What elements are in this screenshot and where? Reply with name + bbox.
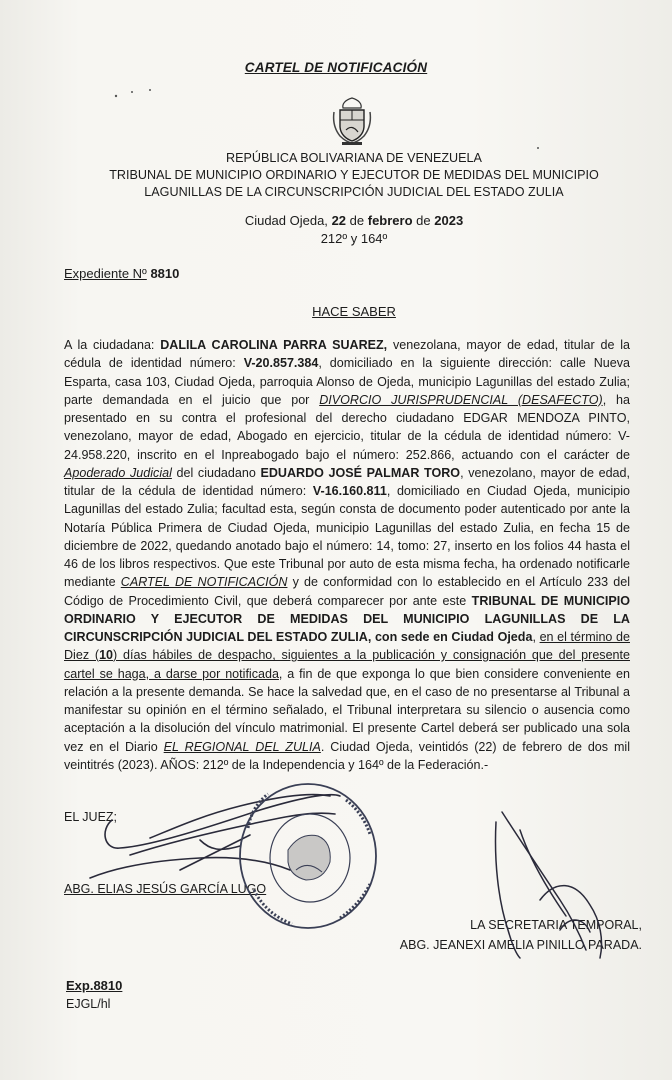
secretary-name: ABG. JEANEXI AMELIA PINILLO PARADA. — [399, 938, 642, 952]
header-line-jurisdiction: LAGUNILLAS DE LA CIRCUNSCRIPCIÓN JUDICIAL DEL ESTADO ZULIA — [144, 185, 564, 199]
body-text-11: . Ciudad Ojeda, veintidós (22) de febrero de dos mil veintitrés (2023). AÑOS: 212º de la Independencia y 164º de la Federación.- — [64, 739, 630, 772]
defendant-id: V-20.857.384 — [243, 356, 319, 371]
secretary-signature — [496, 812, 602, 958]
term-text-1: en el término de Diez ( — [64, 630, 630, 663]
date-place: Ciudad Ojeda, — [244, 213, 328, 228]
years-line: 212º y 164º — [320, 231, 388, 246]
footer-initials: EJGL/hl — [66, 997, 111, 1011]
cartel-reference: CARTEL DE NOTIFICACIÓN — [120, 575, 288, 590]
body-text-7: , domiciliado en Ciudad Ojeda, municipio Lagunillas del estado Zulia; facultad esta, según consta de documento poder autenticado por ante la Notaría Pública Primera de Ciudad Ojeda, municipio Lagunillas del estado Zulia, en fecha 15 de diciembre de 2022, quedando anotado bajo el número: 14, tomo: 27, inserto en los folios 44 hasta el 46 de los libros respectivos. Que este Tribunal por auto de esta misma fecha, ha ordenado notificarle mediante — [64, 484, 630, 590]
body-text-9: , — [532, 630, 540, 644]
footer-expediente: Exp.8810 — [66, 978, 123, 993]
term-number: 10 — [99, 648, 114, 663]
expediente-label: Expediente Nº — [64, 266, 147, 281]
body-text-5: del ciudadano — [171, 465, 261, 480]
date-de-2: de — [416, 213, 431, 228]
term-text-2: ) días hábiles de despacho, siguientes a la publicación y consignación que del presente cartel se haga, a darse por notificada — [64, 648, 630, 681]
body-text-10: , a fin de que exponga lo que bien considere conveniente en relación a la presente demanda. Se hace la salvedad que, en el caso de no presentarse al Tribunal a manifestar su opinión en el término señalado, el Tribunal interpretara su silencio o ausencia como aceptación a la disolución del vínculo matrimonial. El presente Cartel deberá ser publicado una sola vez en el Diario — [64, 666, 630, 754]
judge-label: EL JUEZ; — [64, 810, 118, 824]
date-month: febrero — [367, 213, 413, 228]
expediente-value: 8810 — [150, 266, 180, 281]
defendant-name: DALILA CAROLINA PARRA SUAREZ, — [160, 338, 388, 352]
body-text-3: , domiciliado en la siguiente dirección: calle Nueva Esparta, casa 103, Ciudad Ojeda, parroquia Alonso de Ojeda, municipio Lagunillas del estado Zulia; parte demandada en el juicio que por — [64, 356, 630, 407]
case-type: DIVORCIO JURISPRUDENCIAL (DESAFECTO) — [319, 392, 603, 407]
plaintiff-id: V-16.160.811 — [312, 484, 387, 498]
hace-saber-heading: HACE SABER — [312, 304, 396, 319]
body-text-8: y de conformidad con lo establecido en el Artículo 233 del Código de Procedimiento Civil, que deberá comparecer por ante este — [64, 575, 630, 608]
plaintiff-name: EDUARDO JOSÉ PALMAR TORO — [260, 465, 461, 480]
body-text-4: , ha presentado en su contra el profesional del derecho ciudadano EDGAR MENDOZA PINTO, venezolano, mayor de edad, Abogado en ejercicio, titular de la cédula de identidad número: V-24.958.220, inscrito en el Inpreabogado bajo el número: 252.866, actuando con el carácter de — [64, 392, 630, 462]
judge-name: ABG. ELIAS JESÚS GARCÍA LUGO — [64, 882, 267, 896]
body-text-2: venezolana, mayor de edad, titular de la cédula de identidad número: — [64, 338, 631, 371]
date-de-1: de — [349, 213, 365, 228]
secretary-title: LA SECRETARIA TEMPORAL, — [470, 918, 642, 932]
body-text-6: , venezolano, mayor de edad, titular de la cédula de identidad número: — [64, 465, 630, 498]
date-day: 22 — [331, 213, 347, 228]
header-line-tribunal: TRIBUNAL DE MUNICIPIO ORDINARIO Y EJECUTOR DE MEDIDAS DEL MUNICIPIO — [109, 168, 599, 182]
tribunal-name: TRIBUNAL DE MUNICIPIO ORDINARIO Y EJECUTOR DE MEDIDAS DEL MUNICIPIO LAGUNILLAS DE LA CIRCUNSCRIPCIÓN JUDICIAL DEL ESTADO ZULIA, con sede en Ciudad Ojeda — [64, 593, 631, 644]
attorney-role: Apoderado Judicial — [64, 465, 172, 480]
margin-marks — [115, 89, 539, 149]
newspaper-name: EL REGIONAL DEL ZULIA — [163, 739, 321, 754]
court-stamp — [240, 784, 376, 928]
header-line-republic: REPÚBLICA BOLIVARIANA DE VENEZUELA — [226, 151, 482, 165]
date-year: 2023 — [434, 213, 464, 228]
document-title: CARTEL DE NOTIFICACIÓN — [244, 60, 428, 75]
body-text-1: A la ciudadana: — [64, 338, 161, 352]
